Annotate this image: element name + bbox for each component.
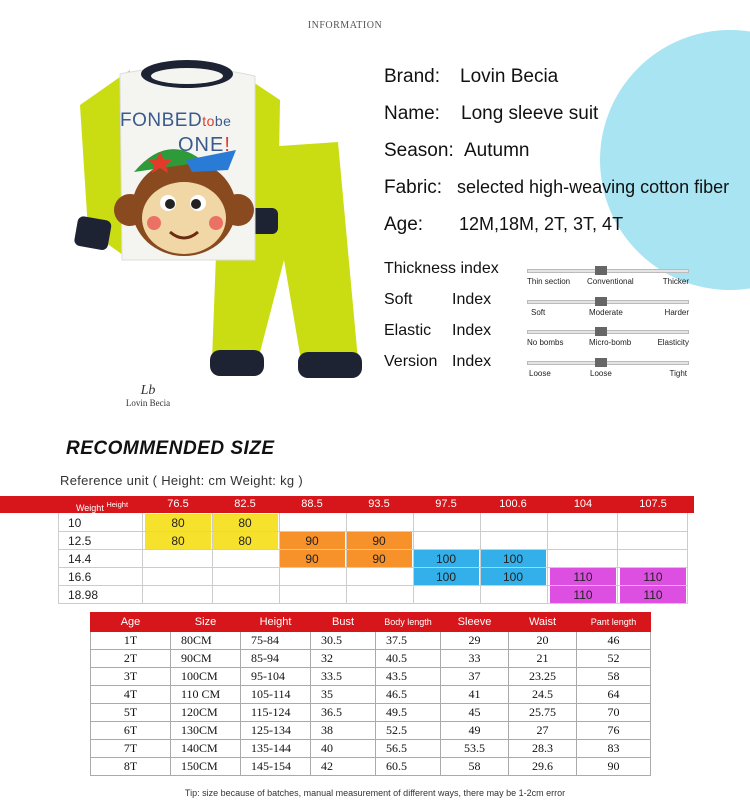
size-cell: 100	[413, 550, 479, 567]
size-cell	[279, 568, 345, 586]
size-cell	[620, 514, 686, 532]
shirt-word-be: be	[214, 113, 232, 129]
brand-logo-mark: Lb	[140, 383, 156, 398]
measurement-cell: 130CM	[171, 722, 241, 740]
measurement-cell: 100CM	[171, 668, 241, 686]
scale-marker	[595, 266, 607, 275]
scale-soft	[527, 296, 689, 318]
measurement-cell: 27	[509, 722, 577, 740]
size-cell	[550, 550, 616, 568]
height-header-cell: 88.5	[301, 498, 323, 510]
measurement-cell: 28.3	[509, 740, 577, 758]
grid-line	[212, 513, 213, 603]
size-cell	[413, 514, 479, 532]
measurement-cell: 90	[577, 758, 651, 776]
measurement-cell: 52.5	[376, 722, 441, 740]
measurement-cell: 52	[577, 650, 651, 668]
product-illustration	[70, 60, 370, 400]
grid-line	[413, 513, 414, 603]
height-label: Height	[106, 500, 129, 509]
info-name	[384, 103, 599, 125]
measurement-row	[91, 722, 651, 740]
size-grid	[0, 496, 750, 604]
measurement-cell: 8T	[91, 758, 171, 776]
index-version-word: Index	[452, 353, 492, 370]
measurement-table	[90, 612, 651, 776]
measurement-cell: 30.5	[311, 632, 376, 650]
info-fabric	[384, 177, 730, 199]
measurement-cell: 120CM	[171, 704, 241, 722]
measurement-row	[91, 632, 651, 650]
size-cell	[145, 568, 211, 586]
scale-label-low: Loose	[529, 369, 551, 378]
size-cell: 90	[346, 550, 412, 567]
info-season-value: Autumn	[464, 140, 530, 161]
size-cell: 80	[145, 532, 211, 549]
scale-marker	[595, 358, 607, 367]
size-cell	[346, 568, 412, 586]
measurement-row	[91, 704, 651, 722]
measurement-cell: 150CM	[171, 758, 241, 776]
scale-elastic	[527, 326, 689, 348]
col-body-length: Body length	[376, 613, 441, 632]
weight-cell: 10	[68, 516, 82, 530]
size-cell	[145, 586, 211, 604]
index-thickness	[384, 260, 499, 278]
info-season	[384, 140, 530, 162]
measurement-cell: 4T	[91, 686, 171, 704]
scale-label-high: Harder	[664, 308, 689, 317]
measurement-cell: 23.25	[509, 668, 577, 686]
index-elastic-label: Elastic	[384, 322, 432, 339]
index-soft-word: Index	[452, 291, 492, 308]
size-cell	[346, 514, 412, 532]
grid-line	[58, 585, 688, 586]
measurement-cell: 115-124	[241, 704, 311, 722]
scale-label-mid: Micro-bomb	[589, 338, 632, 347]
size-cell: 100	[480, 568, 546, 585]
measurement-cell: 37.5	[376, 632, 441, 650]
info-season-label: Season:	[384, 140, 454, 161]
scale-bar	[527, 269, 689, 273]
measurement-cell: 83	[577, 740, 651, 758]
grid-line	[58, 549, 688, 550]
size-cell: 80	[212, 514, 278, 531]
size-cell: 90	[279, 532, 345, 549]
index-thickness-label: Thickness index	[384, 260, 499, 277]
size-cell	[550, 532, 616, 550]
scale-bar	[527, 300, 689, 304]
reference-unit-note: Reference unit ( Height: cm Weight: kg )	[60, 473, 303, 488]
measurement-cell: 37	[441, 668, 509, 686]
size-cell	[145, 550, 211, 568]
measurement-cell: 90CM	[171, 650, 241, 668]
weight-label: Weight	[75, 503, 104, 513]
size-cell	[620, 532, 686, 550]
measurement-cell: 3T	[91, 668, 171, 686]
weight-cell: 18.98	[68, 588, 99, 602]
scale-label-high: Thicker	[662, 277, 689, 286]
measurement-cell: 80CM	[171, 632, 241, 650]
measurement-cell: 25.75	[509, 704, 577, 722]
scale-label-low: Soft	[531, 308, 546, 317]
col-height: Height	[241, 613, 311, 632]
info-fabric-label: Fabric:	[384, 177, 443, 198]
scale-version	[527, 357, 689, 379]
measurement-cell: 145-154	[241, 758, 311, 776]
size-cell: 80	[212, 532, 278, 549]
brand-logo	[118, 384, 178, 408]
scale-marker	[595, 327, 607, 336]
info-brand-value: Lovin Becia	[460, 66, 559, 87]
measurement-cell: 29	[441, 632, 509, 650]
measurement-cell: 40.5	[376, 650, 441, 668]
size-cell: 110	[550, 586, 616, 603]
height-header-cell: 76.5	[167, 498, 189, 510]
grid-line	[346, 513, 347, 603]
grid-line	[480, 513, 481, 603]
grid-line	[142, 513, 143, 603]
size-cell	[413, 532, 479, 550]
scale-thickness	[527, 265, 689, 287]
measurement-row	[91, 686, 651, 704]
measurement-cell: 140CM	[171, 740, 241, 758]
measurement-cell: 32	[311, 650, 376, 668]
measurement-cell: 60.5	[376, 758, 441, 776]
measurement-cell: 35	[311, 686, 376, 704]
measurement-cell: 21	[509, 650, 577, 668]
col-pant-length: Pant length	[577, 613, 651, 632]
weight-cell: 12.5	[68, 534, 92, 548]
measurement-cell: 40	[311, 740, 376, 758]
col-size: Size	[171, 613, 241, 632]
size-cell	[480, 532, 546, 550]
info-fabric-value: selected high-weaving cotton fiber	[457, 177, 730, 197]
index-soft	[384, 291, 492, 309]
measurement-cell: 75-84	[241, 632, 311, 650]
measurement-cell: 46.5	[376, 686, 441, 704]
info-heading: INFORMATION	[307, 20, 383, 31]
size-cell	[550, 514, 616, 532]
size-cell	[620, 550, 686, 568]
measurement-cell: 24.5	[509, 686, 577, 704]
height-header-cell: 97.5	[435, 498, 457, 510]
shirt-print-text	[120, 110, 231, 132]
scale-label-high: Tight	[669, 369, 687, 378]
size-cell	[212, 586, 278, 604]
measurement-body	[91, 632, 651, 776]
info-brand	[384, 66, 559, 88]
measurement-cell: 70	[577, 704, 651, 722]
measurement-cell: 7T	[91, 740, 171, 758]
recommended-size-title: RECOMMENDED SIZE	[66, 438, 275, 459]
measurement-cell: 43.5	[376, 668, 441, 686]
weight-height-corner	[62, 496, 142, 513]
measurement-cell: 20	[509, 632, 577, 650]
height-header-cell: 104	[573, 498, 593, 510]
size-cell	[346, 586, 412, 604]
shirt-print-one	[178, 134, 231, 157]
grid-line	[279, 513, 280, 603]
measurement-cell: 125-134	[241, 722, 311, 740]
measurement-row	[91, 758, 651, 776]
shirt-exclaim: !	[224, 134, 231, 156]
measurement-cell: 105-114	[241, 686, 311, 704]
measurement-cell: 53.5	[441, 740, 509, 758]
measurement-cell: 33.5	[311, 668, 376, 686]
measurement-cell: 64	[577, 686, 651, 704]
measurement-header-row	[91, 613, 651, 632]
grid-line	[547, 513, 548, 603]
grid-line	[58, 531, 688, 532]
height-header-cell: 107.5	[639, 498, 667, 510]
measurement-cell: 29.6	[509, 758, 577, 776]
measurement-row	[91, 650, 651, 668]
measurement-cell: 49.5	[376, 704, 441, 722]
scale-label-low: Thin section	[527, 277, 571, 286]
measurement-cell: 36.5	[311, 704, 376, 722]
grid-line	[617, 513, 618, 603]
measurement-cell: 41	[441, 686, 509, 704]
weight-cell: 16.6	[68, 570, 92, 584]
col-waist: Waist	[509, 613, 577, 632]
size-cell: 90	[346, 532, 412, 549]
index-version	[384, 353, 492, 371]
index-elastic-word: Index	[452, 322, 492, 339]
measurement-cell: 2T	[91, 650, 171, 668]
measurement-cell: 85-94	[241, 650, 311, 668]
shirt-word-to: to	[202, 113, 215, 129]
shirt-word-one: ONE	[178, 134, 225, 156]
info-name-label: Name:	[384, 103, 440, 124]
size-cell: 80	[145, 514, 211, 531]
measurement-cell: 46	[577, 632, 651, 650]
measurement-cell: 1T	[91, 632, 171, 650]
col-bust: Bust	[311, 613, 376, 632]
grid-line	[687, 513, 688, 603]
info-name-value: Long sleeve suit	[461, 103, 599, 124]
index-elastic	[384, 322, 492, 340]
height-header-cell: 82.5	[234, 498, 256, 510]
size-cell	[480, 514, 546, 532]
tip-note: Tip: size because of batches, manual measurement of different ways, there may be 1-2cm error	[184, 788, 566, 798]
scale-label-high: Elasticity	[657, 338, 689, 347]
size-cell: 110	[550, 568, 616, 585]
weight-cell: 14.4	[68, 552, 92, 566]
measurement-row	[91, 740, 651, 758]
size-cell	[212, 550, 278, 568]
measurement-cell: 58	[577, 668, 651, 686]
decorative-blue-circle	[600, 30, 750, 290]
measurement-cell: 58	[441, 758, 509, 776]
grid-line	[58, 603, 688, 604]
size-cell: 100	[413, 568, 479, 585]
size-cell: 90	[279, 550, 345, 567]
size-cell: 110	[620, 568, 686, 585]
size-cell: 100	[480, 550, 546, 567]
measurement-cell: 76	[577, 722, 651, 740]
index-soft-label: Soft	[384, 291, 413, 308]
brand-logo-name: Lovin Becia	[125, 398, 171, 408]
measurement-cell: 56.5	[376, 740, 441, 758]
measurement-cell: 38	[311, 722, 376, 740]
measurement-cell: 135-144	[241, 740, 311, 758]
measurement-cell: 5T	[91, 704, 171, 722]
shirt-word-fonbed: FONBED	[120, 110, 203, 131]
size-cell	[480, 586, 546, 604]
info-age-label: Age:	[384, 214, 424, 235]
col-sleeve: Sleeve	[441, 613, 509, 632]
measurement-cell: 45	[441, 704, 509, 722]
measurement-cell: 42	[311, 758, 376, 776]
size-cell: 110	[620, 586, 686, 603]
info-age	[384, 214, 624, 236]
measurement-cell: 95-104	[241, 668, 311, 686]
size-cell	[279, 586, 345, 604]
size-cell	[212, 568, 278, 586]
height-header-cell: 100.6	[499, 498, 527, 510]
scale-label-mid: Conventional	[587, 277, 634, 286]
grid-line	[58, 513, 59, 603]
scale-bar	[527, 330, 689, 334]
measurement-row	[91, 668, 651, 686]
index-version-label: Version	[384, 353, 438, 370]
measurement-cell: 6T	[91, 722, 171, 740]
info-brand-label: Brand:	[384, 66, 440, 87]
scale-bar	[527, 361, 689, 365]
scale-label-mid: Loose	[590, 369, 612, 378]
height-header-cell: 93.5	[368, 498, 390, 510]
measurement-cell: 49	[441, 722, 509, 740]
scale-label-low: No bombs	[527, 338, 564, 347]
measurement-cell: 33	[441, 650, 509, 668]
size-cell	[279, 514, 345, 532]
measurement-cell: 110 CM	[171, 686, 241, 704]
grid-line	[58, 567, 688, 568]
scale-marker	[595, 297, 607, 306]
col-age: Age	[91, 613, 171, 632]
size-cell	[413, 586, 479, 604]
scale-label-mid: Moderate	[589, 308, 623, 317]
info-age-value: 12M,18M, 2T, 3T, 4T	[459, 214, 624, 234]
